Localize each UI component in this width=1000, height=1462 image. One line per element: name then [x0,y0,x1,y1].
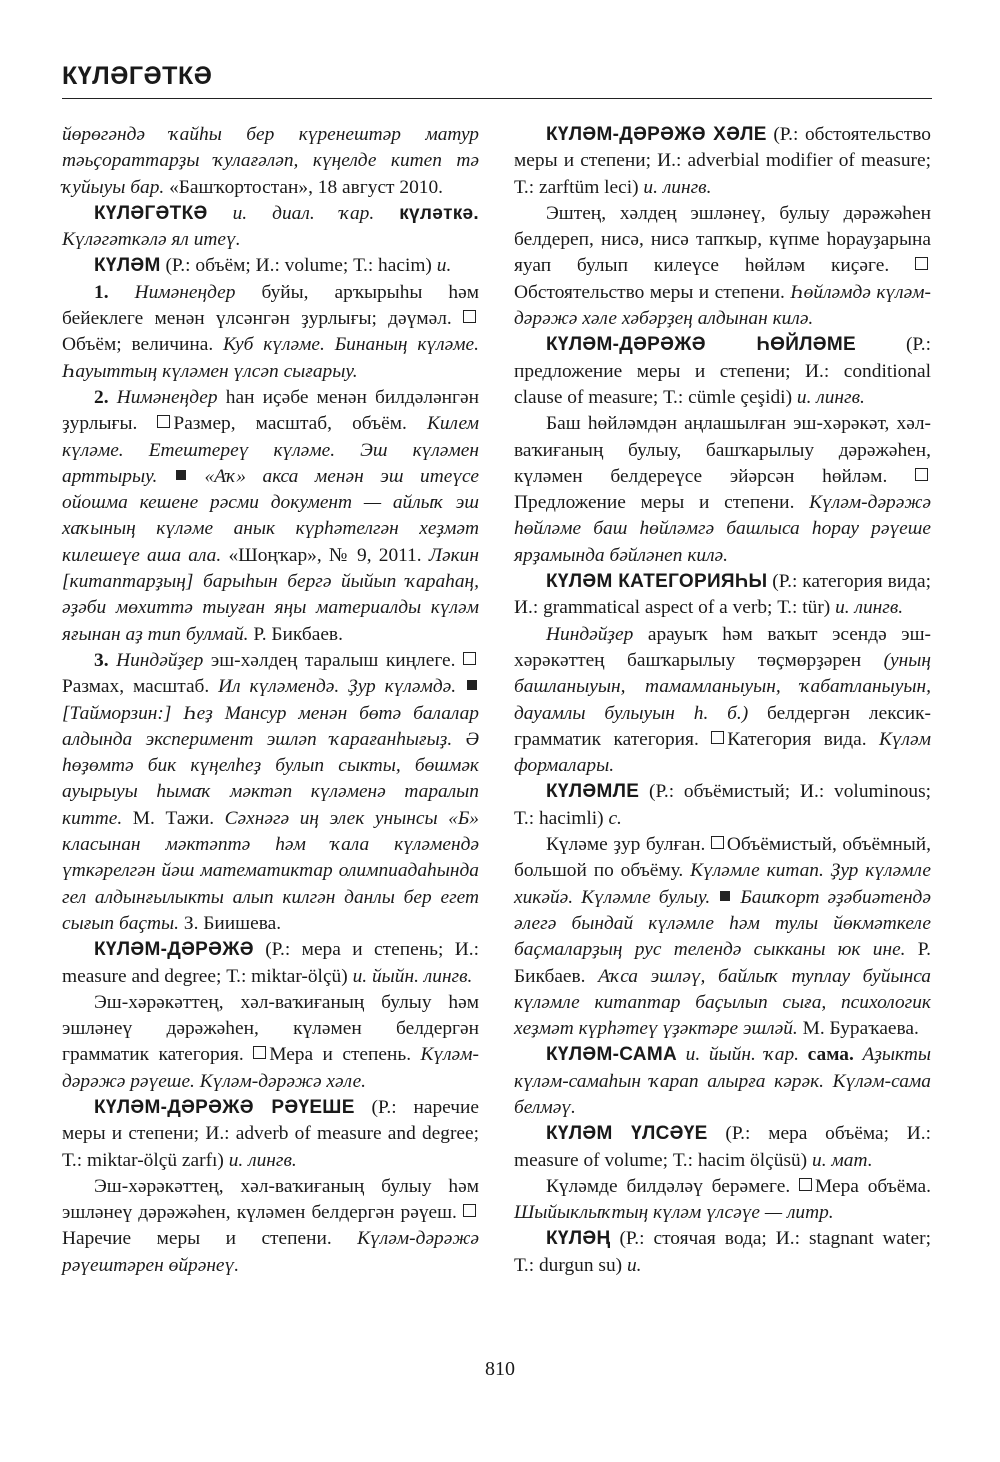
definition: Эш-хәрәкәттең, хәл-ваҡиғаның булыу һәм эшләнеү дәрәжәһен, күләмен белдергән рәүеш. Наречие меры и степени. Күләм-дәрәжә рәүештәрен өйрәнеү. [62,1175,479,1276]
definition: Күләме ҙур булған. Объёмистый, объёмный, большой по объёму. Күләмле китап. Ҙур күләмле хикәйә. Күләмле булыу. Башҡорт әҙәбиәтендә әлегә бындай күләмле һәм тулы йөкмәткеле баҫмаларҙың рус телендә сыкканы юк ине. Р. Бикбаев. Аҡса эшләү, байлыҡ туплау буйынса күләмле китаптар баҫылып сыға, психологик хеҙмәт күрһәтеү үҙәктәре эшләй. М. Бураҡаева. [514,834,932,1040]
square-marker-icon [799,1178,812,1191]
square-marker-icon [463,1204,476,1217]
right-column [514,122,931,1279]
definition: Ниндәйҙер арауыҡ һәм ваҡыт эсендә эш-хәрәкәттең башҡарылыу төҫмөрҙәрен (уның башланыуын, тамамланыуын, ҡабатланыуын, дауамлы булыуын h. б.) белдергән лексик-грамматик категория. Категория вида. Күләм формалары. [514,623,931,777]
citation-marker-icon [467,680,477,690]
square-marker-icon [253,1046,266,1059]
page-number: 810 [485,1358,515,1380]
entry-kulam-daraja-hoylame: КҮЛӘМ-ДӘРӘЖӘ ҺӨЙЛӘМЕ (Р.: предложение меры и степени; И.: conditional clause of measure; Т.: cümle çeşidi) и. лингв. [514,334,931,408]
definition: Баш һөйләмдән аңлашылған эш-хәрәкәт, хәл-ваҡиғаның булыу, башҡарылыу дәрәжәһен, күләмен белдереүсе эйәрсән һөйләм. Предложение меры и степени. Күләм-дәрәжә һөйләме баш һөйләмгә башлыса һорау рәүеше ярҙамында бәйләнеп килә. [514,413,931,566]
entry-kulam-daraja: КҮЛӘМ-ДӘРӘЖӘ (Р.: мера и степень; И.: measure and degree; Т.: miktar-ölçü) и. йыйн. лингв. [62,939,479,987]
square-marker-icon [711,836,724,849]
square-marker-icon [463,652,476,665]
citation-marker-icon [176,470,186,480]
entry-kulamle: КҮЛӘМЛЕ (Р.: объёмистый; И.: voluminous; Т.: hacimli) с. [514,781,931,829]
entry-kulam-daraja-khale: КҮЛӘМ-ДӘРӘЖӘ ХӘЛЕ (Р.: обстоятельство меры и степени; И.: adverbial modifier of measure; Т.: zarftüm leci) и. лингв. [514,124,931,198]
header-rule [62,98,932,99]
citation-marker-icon [720,891,730,901]
entry-kulam-sama: КҮЛӘМ-САМА и. йыйн. ҡар. сама. Аҙыкты күләм-самаһын ҡарап алырға кәрәк. Күләм-сама белмәү. [514,1044,931,1118]
running-header: КҮЛӘГӘТКӘ [62,62,213,90]
entry-kulam-kategoriyahy: КҮЛӘМ КАТЕГОРИЯҺЫ (Р.: категория вида; И.: grammatical aspect of a verb; Т.: tür) и. лингв. [514,571,931,619]
entry-kulam-ulsaue: КҮЛӘМ ҮЛСӘҮЕ (Р.: мера объёма; И.: measure of volume; Т.: hacim ölçüsü) и. мат. [514,1123,932,1171]
definition: Күләмде билдәләү берәмеге. Мера объёма. Шыйыклыҡтың күләм үлсәүе — литр. [514,1175,932,1224]
sense-2: 2. Нимәнеңдер һан иҫәбе менән билдәләнгән ҙурлығы. Размер, масштаб, объём. Килем күләме. Етештереү күләме. Эш күләмен арттырыу. «Аҡ» акса менән эш итеүсе ойошма кешене рәсми документ — айлыҡ эш хаҡының күләме анык күрһәтелгән хеҙмәт килешеүе аша ала. «Шоңҡар», № 9, 2011. Ләкин [китаптарҙың] барыһын бергә йыйып ҡараһаң, әҙәби мөхиттә тыуған яңы материалды күләм яғынан аҙ тип булмай. Р. Бикбаев. [62,386,479,645]
entry-kulagatka: КҮЛӘГӘТКӘ и. диал. ҡар. күләткә. Күләгәткәлә ял итеү. [62,202,479,251]
sense-3: 3. Ниндәйҙер эш-хәлдең таралыш киңлеге. Размах, масштаб. Ил күләмендә. Ҙур күләмдә. [Тайморзин:] Һеҙ Мансур менән бөтә балалар алдында эксперимент эшләп ҡарағанһығыҙ. Ә һөҙөмтә бик күңелһеҙ булып сыкты, бөшмәк ауырыуы һымаҡ мәктәп күләменә таралып китте. М. Тажи. Сәхнәгә иң элек унынсы «Б» класынан мәктәптә һәм ҡала күләмендә үткәрелгән йәш математиктар олимпиадаһында гел алдынғылыкты алып килгән данлы бер егет сығып баҫты. З. Биишева. [62,649,479,934]
square-marker-icon [915,468,928,481]
definition: Эштең, хәлдең эшләнеү, булыу дәрәжәһен белдереп, нисә, нисә тапҡыр, күпме һорауҙарына яуап булып килеүсе һөйләм киҫәге. Обстоятельство меры и степени. Һөйләмдә күләм-дәрәжә хәле хәбәрҙең алдынан килә. [514,202,932,330]
entry-kulam-daraja-raweshe: КҮЛӘМ-ДӘРӘЖӘ РӘҮЕШЕ (Р.: наречие меры и степени; И.: adverb of measure and degree; Т.: miktar-ölçü zarfı) и. лингв. [62,1096,479,1171]
sense-1: 1. Нимәнеңдер буйы, арҡырыһы һәм бейеклеге менән үлсәнгән ҙурлығы; дәүмәл. Объём; величина. Куб күләме. Бинаның күләме. Һауыттың күләмен үлсәп сығарыу. [62,281,480,382]
entry-kulam: КҮЛӘМ (Р.: объём; И.: volume; Т.: hacim) и. [94,255,452,277]
square-marker-icon [711,731,724,744]
definition: Эш-хәрәкәттең, хәл-ваҡиғаның булыу һәм эшләнеү дәрәжәһен, күләмен белдергән грамматик категория. Мера и степень. Күләм-дәрәжә рәүеше. Күләм-дәрәжә хәле. [62,991,479,1092]
square-marker-icon [915,257,928,270]
entry-kulang: КҮЛӘҢ (Р.: стоячая вода; И.: stagnant water; Т.: durgun su) и. [514,1228,931,1276]
entry-continuation: йөрөгәндә ҡайһы бер күренештәр матур тәьҫораттарҙы ҡулағәләп, күңелде китеп тә ҡуйыуы бар. «Башҡортостан», 18 август 2010. [62,124,479,198]
square-marker-icon [463,310,476,323]
left-column [62,122,479,1279]
square-marker-icon [157,415,170,428]
